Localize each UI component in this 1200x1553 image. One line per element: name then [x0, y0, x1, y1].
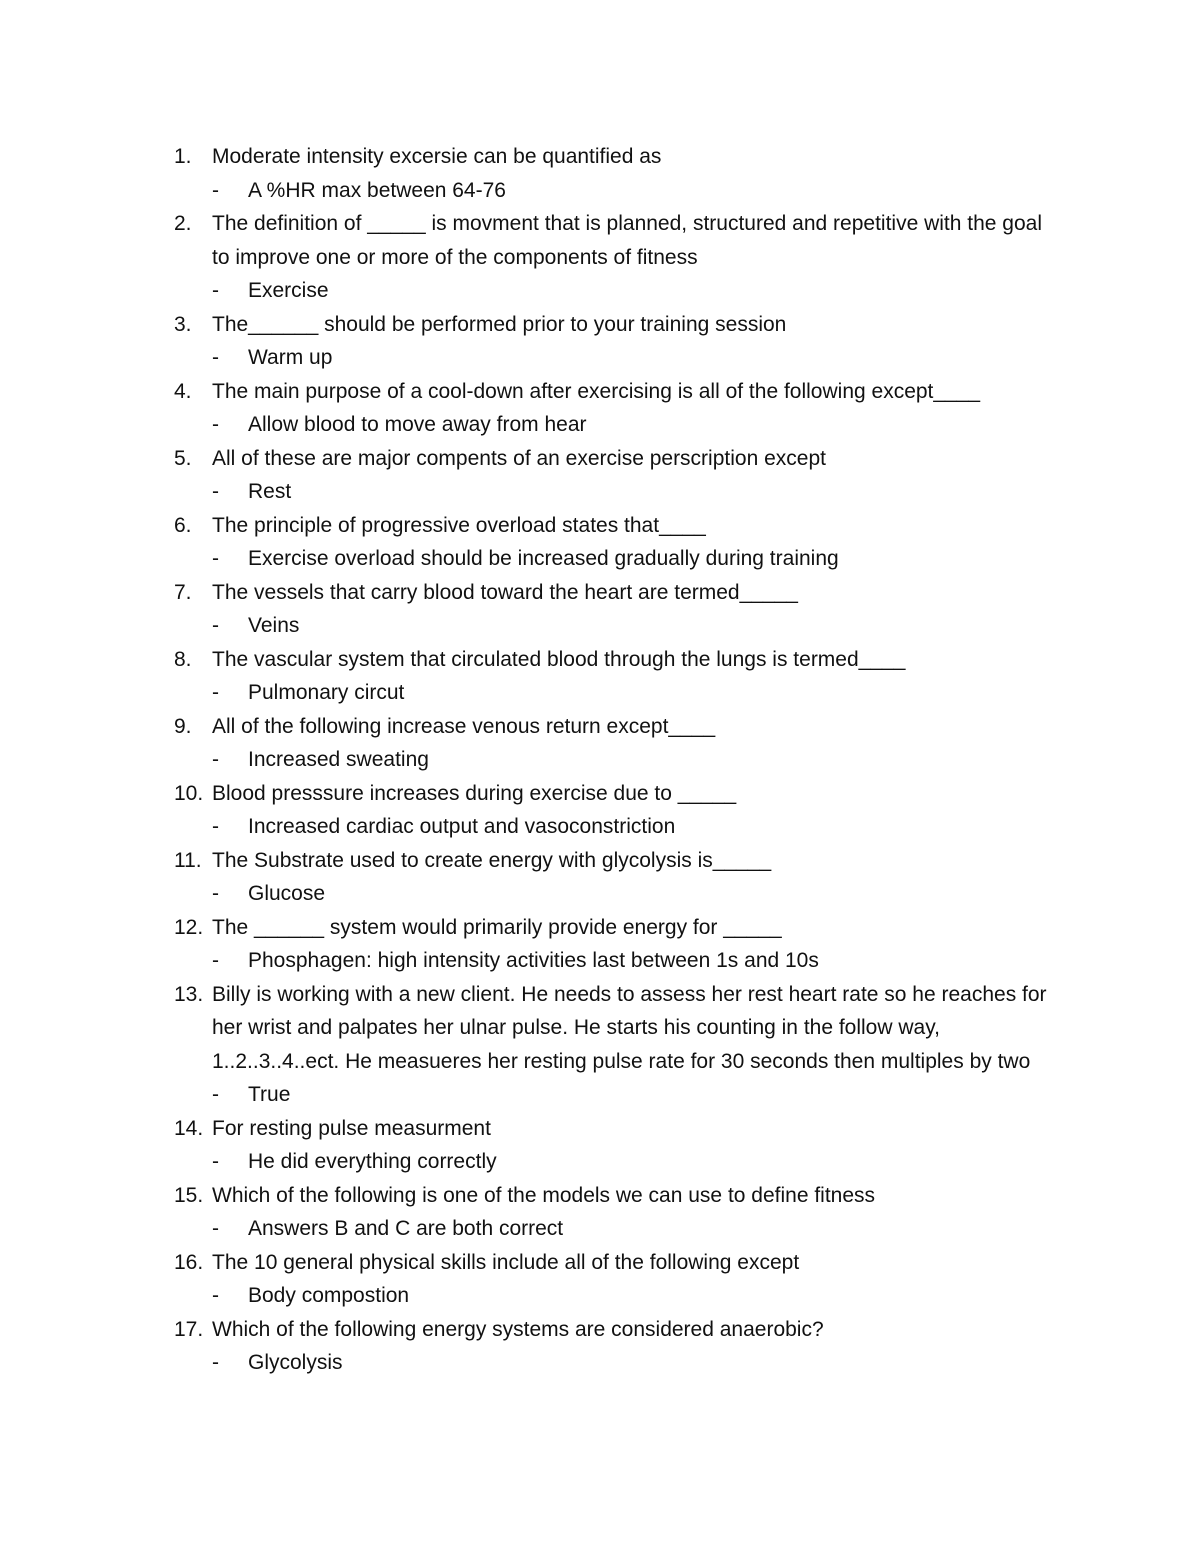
question-item	[174, 375, 1074, 442]
question-item	[174, 140, 1074, 207]
question-row	[174, 978, 1074, 1079]
question-text: The______ should be performed prior to your training session	[212, 312, 787, 336]
answer-text: Allow blood to move away from hear	[248, 413, 587, 436]
question-item	[174, 978, 1074, 1112]
question-text: The main purpose of a cool-down after exercising is all of the following except____	[212, 379, 981, 403]
question-text: The 10 general physical skills include all of the following except	[212, 1250, 800, 1274]
question-row	[174, 1246, 1074, 1280]
question-number: 3.	[174, 312, 192, 336]
question-item	[174, 1179, 1074, 1246]
answer-bullet: -	[212, 748, 219, 771]
question-number: 13.	[174, 982, 204, 1006]
answer-bullet: -	[212, 480, 219, 503]
answer-text: Exercise overload should be increased gradually during training	[248, 547, 839, 570]
answer-bullet: -	[212, 547, 219, 570]
question-row	[174, 1179, 1074, 1213]
answer-row	[174, 1212, 1074, 1246]
answer-row	[174, 609, 1074, 643]
question-item	[174, 777, 1074, 844]
question-row	[174, 576, 1074, 610]
answer-bullet: -	[212, 178, 219, 202]
question-text: Billy is working with a new client. He needs to assess her rest heart rate so he reaches for her wrist and palpates her ulnar pulse. He starts his counting in the follow way, 1..2..3..4..ect. He measueres her resting pulse rate for 30 seconds then multiples by two	[212, 982, 1047, 1073]
question-row	[174, 844, 1074, 878]
answer-text: Body compostion	[248, 1284, 410, 1307]
answer-bullet: -	[212, 815, 219, 838]
question-item	[174, 207, 1074, 308]
question-number: 7.	[174, 580, 192, 604]
answer-row	[174, 475, 1074, 509]
question-text: All of the following increase venous return except____	[212, 714, 716, 738]
answer-text: A %HR max between 64-76	[248, 178, 506, 202]
answer-row	[174, 341, 1074, 375]
question-row	[174, 1112, 1074, 1146]
answer-text: Glycolysis	[248, 1351, 343, 1374]
question-row	[174, 643, 1074, 677]
answer-bullet: -	[212, 882, 219, 905]
answer-row	[174, 1078, 1074, 1112]
question-number: 2.	[174, 212, 192, 235]
question-item	[174, 576, 1074, 643]
answer-bullet: -	[212, 413, 219, 436]
question-text: All of these are major compents of an exercise perscription except	[212, 446, 826, 470]
answer-row	[174, 810, 1074, 844]
answer-text: Answers B and C are both correct	[248, 1217, 564, 1240]
question-text: The vessels that carry blood toward the heart are termed_____	[212, 580, 798, 604]
question-number: 14.	[174, 1116, 204, 1140]
question-item	[174, 442, 1074, 509]
question-text: For resting pulse measurment	[212, 1116, 491, 1140]
answer-row	[174, 1279, 1074, 1313]
answer-bullet: -	[212, 1351, 219, 1374]
question-item	[174, 643, 1074, 710]
question-row	[174, 442, 1074, 476]
question-row	[174, 140, 1074, 174]
answer-bullet: -	[212, 681, 219, 704]
answer-text: Exercise	[248, 279, 329, 302]
question-number: 5.	[174, 446, 192, 470]
answer-text: Increased sweating	[248, 748, 429, 771]
answer-bullet: -	[212, 1150, 219, 1173]
answer-bullet: -	[212, 1217, 219, 1240]
answer-bullet: -	[212, 614, 219, 637]
question-row	[174, 777, 1074, 811]
question-item	[174, 509, 1074, 576]
question-item	[174, 844, 1074, 911]
question-item	[174, 1246, 1074, 1313]
answer-row	[174, 1346, 1074, 1380]
answer-bullet: -	[212, 949, 219, 972]
answer-row	[174, 676, 1074, 710]
question-text: Moderate intensity excersie can be quantified as	[212, 145, 662, 168]
answer-row	[174, 274, 1074, 308]
answer-bullet: -	[212, 1284, 219, 1307]
question-text: The Substrate used to create energy with glycolysis is_____	[212, 848, 772, 872]
question-number: 12.	[174, 915, 204, 939]
question-number: 10.	[174, 781, 204, 805]
question-row	[174, 207, 1074, 274]
question-text: Blood presssure increases during exercise due to _____	[212, 781, 737, 805]
question-text: Which of the following energy systems are considered anaerobic?	[212, 1317, 824, 1341]
question-item	[174, 911, 1074, 978]
answer-text: Pulmonary circut	[248, 681, 405, 704]
answer-text: Increased cardiac output and vasoconstriction	[248, 815, 676, 838]
question-row	[174, 375, 1074, 409]
answer-row	[174, 174, 1074, 208]
answer-text: Phosphagen: high intensity activities last between 1s and 10s	[248, 949, 819, 972]
question-text: The vascular system that circulated blood through the lungs is termed____	[212, 647, 906, 671]
answer-bullet: -	[212, 346, 219, 369]
answer-row	[174, 1145, 1074, 1179]
answer-bullet: -	[212, 1083, 219, 1106]
question-row	[174, 1313, 1074, 1347]
question-text: The principle of progressive overload states that____	[212, 513, 706, 537]
answer-row	[174, 877, 1074, 911]
answer-text: True	[248, 1083, 291, 1106]
answer-row	[174, 542, 1074, 576]
answer-text: Glucose	[248, 882, 326, 905]
question-row	[174, 710, 1074, 744]
question-list	[174, 140, 1074, 1380]
question-number: 11.	[174, 848, 202, 872]
answer-bullet: -	[212, 279, 219, 302]
answer-row	[174, 743, 1074, 777]
question-text: Which of the following is one of the models we can use to define fitness	[212, 1183, 876, 1207]
question-number: 15.	[174, 1183, 204, 1207]
question-number: 17.	[174, 1317, 204, 1341]
question-number: 9.	[174, 714, 192, 738]
answer-text: Warm up	[248, 346, 333, 369]
question-number: 4.	[174, 379, 192, 403]
question-text: The ______ system would primarily provide energy for _____	[212, 915, 782, 939]
question-row	[174, 308, 1074, 342]
question-number: 8.	[174, 647, 192, 671]
answer-row	[174, 408, 1074, 442]
question-row	[174, 911, 1074, 945]
answer-text: Rest	[248, 480, 292, 503]
question-number: 16.	[174, 1250, 204, 1274]
answer-row	[174, 944, 1074, 978]
question-item	[174, 710, 1074, 777]
question-number: 6.	[174, 513, 192, 537]
question-item	[174, 308, 1074, 375]
question-text: The definition of _____ is movment that is planned, structured and repetitive with the goal to improve one or more of the components of fitness	[212, 212, 1042, 269]
question-item	[174, 1313, 1074, 1380]
question-row	[174, 509, 1074, 543]
question-number: 1.	[174, 145, 192, 168]
answer-text: Veins	[248, 614, 300, 637]
answer-text: He did everything correctly	[248, 1150, 497, 1173]
question-item	[174, 1112, 1074, 1179]
